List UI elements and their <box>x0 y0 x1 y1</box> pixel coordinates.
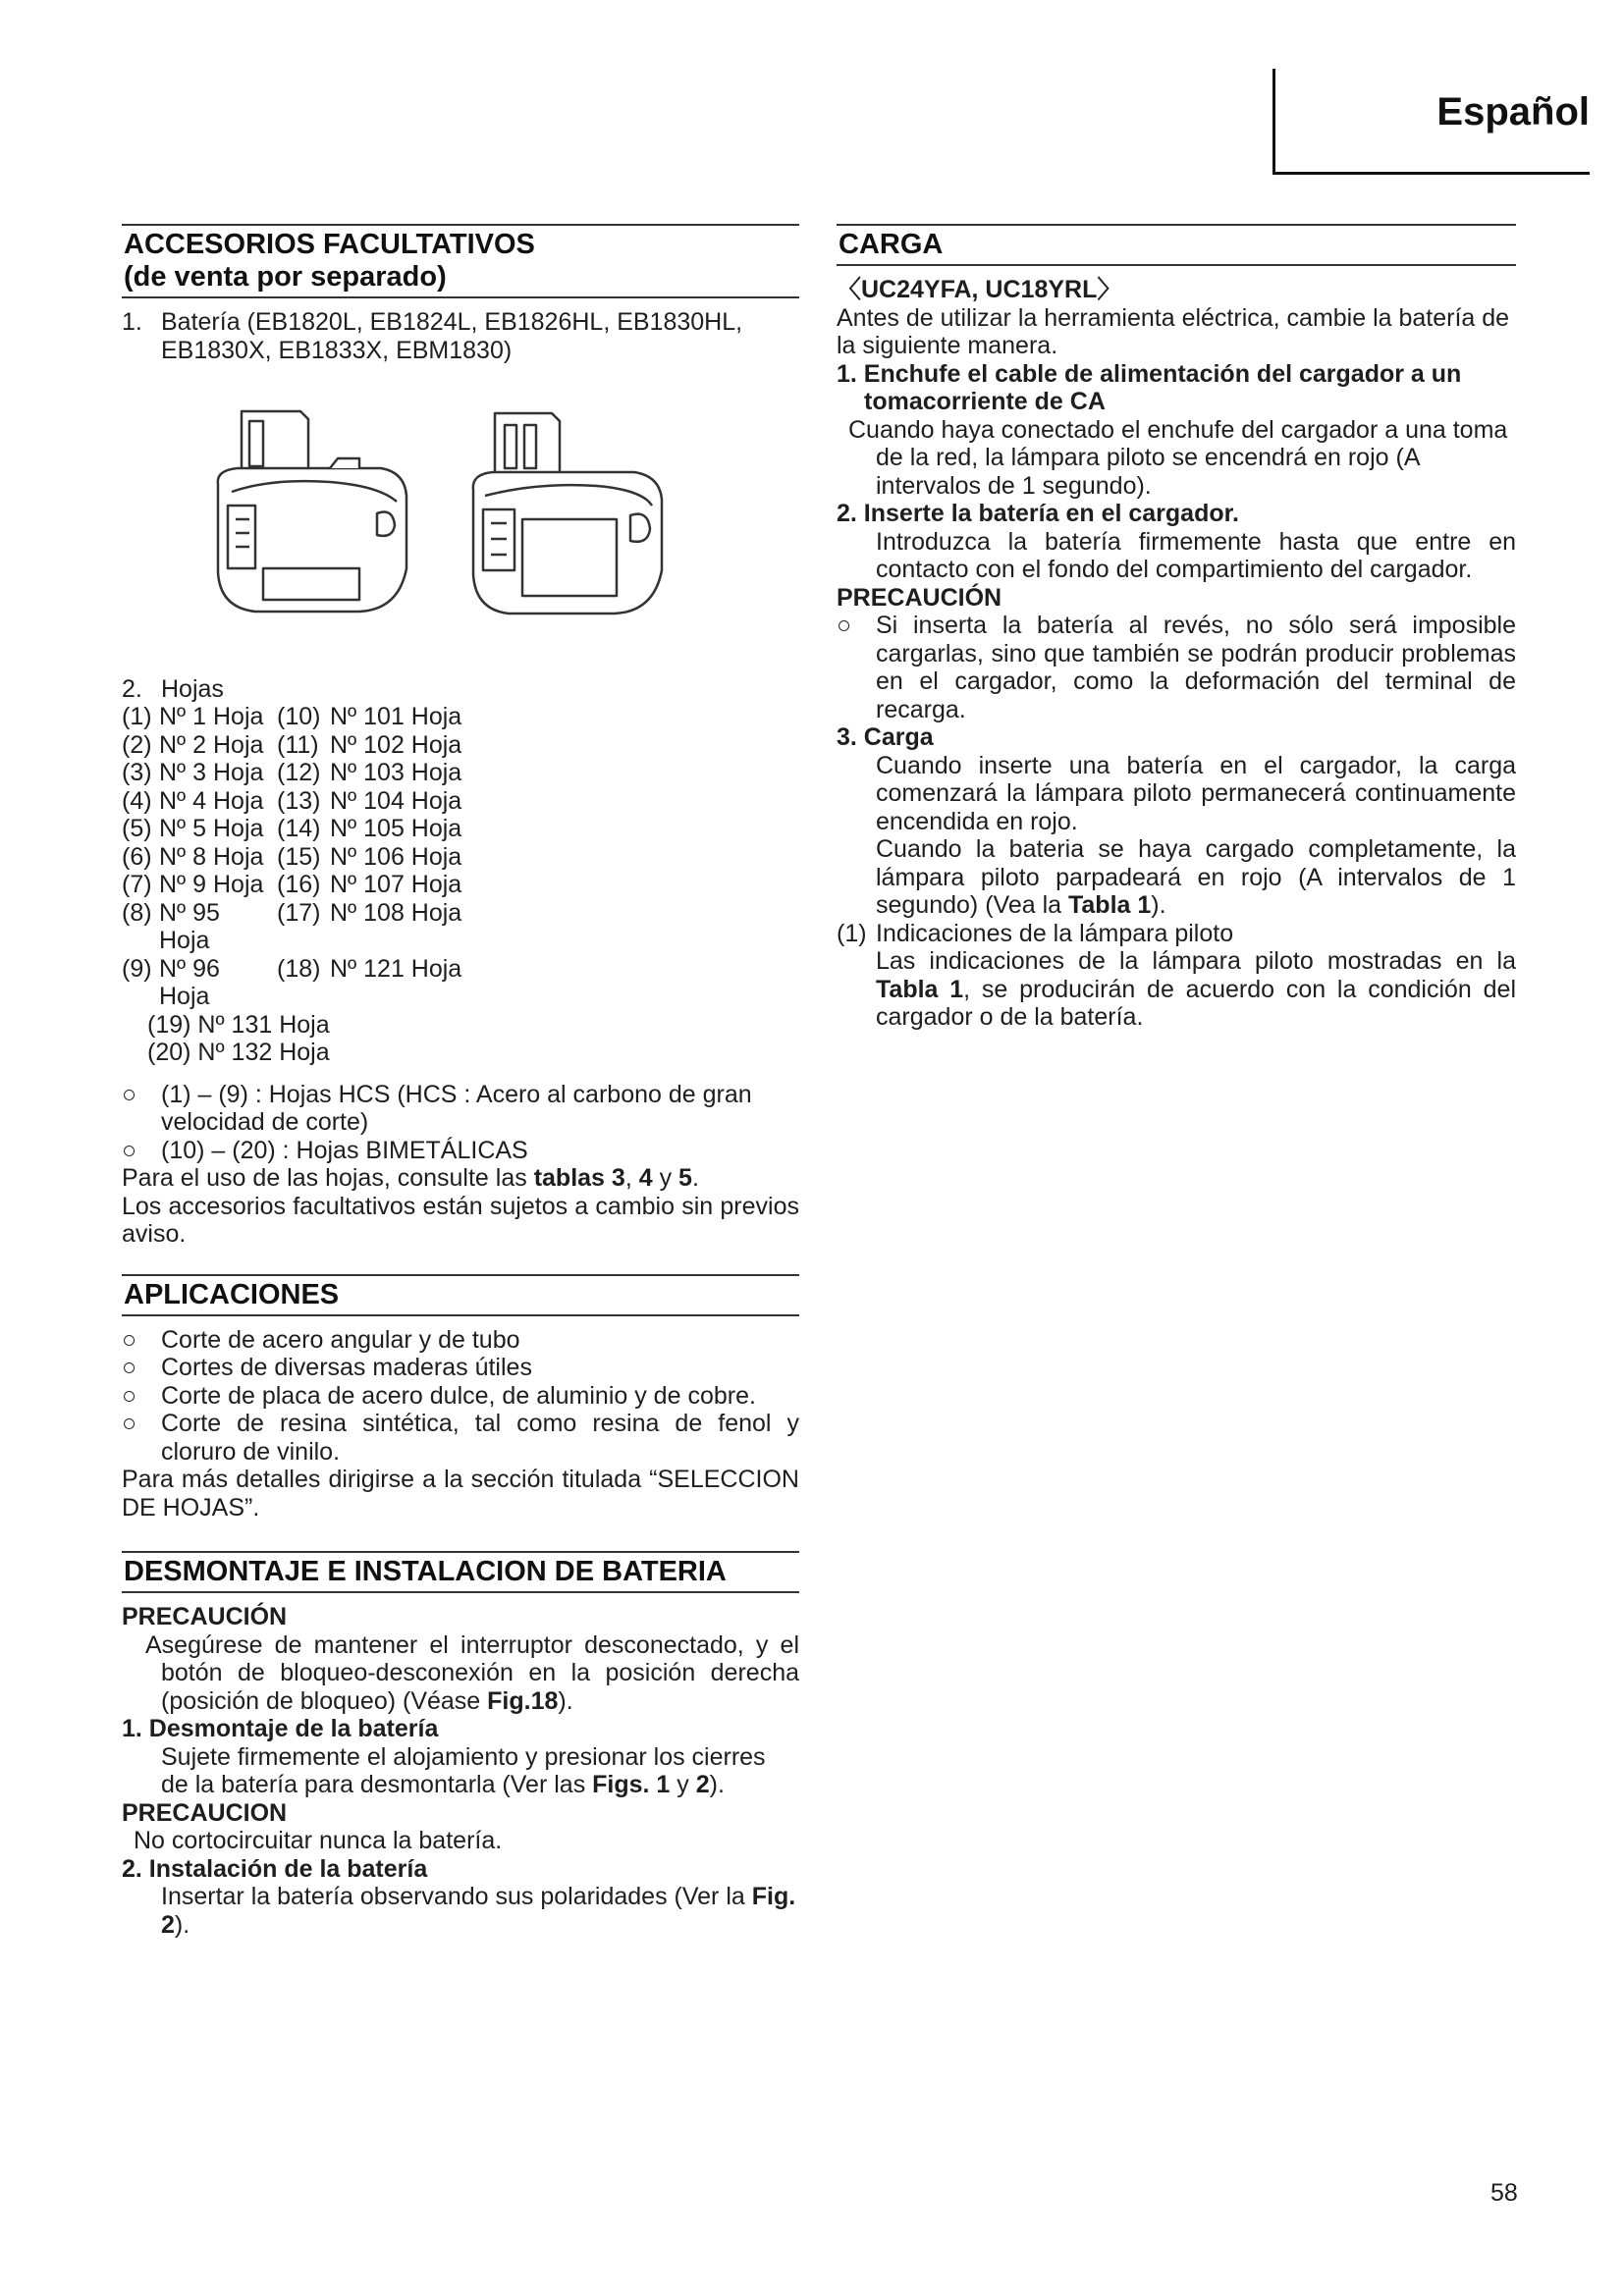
aplicacion-text: Corte de resina sintética, tal como resina de fenol y cloruro de vinilo. <box>161 1410 799 1466</box>
blade-row <box>122 787 799 816</box>
aviso-interruptor: Asegúrese de mantener el interruptor desconectado, y el botón de bloqueo-desconexión en la posición derecha (posición de bloqueo) (Véase Fig.18). <box>145 1630 799 1715</box>
bullet-icon: ○ <box>837 612 852 639</box>
blade-row <box>122 759 799 787</box>
carga-models: 〈UC24YFA, UC18YRL〉 <box>837 276 1122 303</box>
list-item <box>122 1382 799 1411</box>
blade-number: (10) <box>277 703 321 730</box>
bullet-icon: ○ <box>122 1136 137 1164</box>
carga-step3-text1: Cuando inserte una batería en el cargador, la carga comenzará la lámpara piloto permanecerá continuamente encendida en rojo. <box>876 751 1516 835</box>
blade-label: Nº 2 Hoja <box>159 730 264 759</box>
note-bim-text: (10) – (20) : Hojas BIMETÁLICAS <box>161 1136 528 1164</box>
blade-label: Nº 4 Hoja <box>159 786 264 815</box>
aplicaciones-detalles: Para más detalles dirigirse a la sección titulada “SELECCION DE HOJAS”. <box>122 1466 799 1522</box>
blade-number: (11) <box>277 730 319 759</box>
blade-label: Nº 95 Hoja <box>159 898 220 954</box>
blade-number: (8) <box>122 898 152 927</box>
blade-label: Nº 108 Hoja <box>330 898 462 927</box>
note-bimetalicas <box>122 1137 799 1165</box>
blade-row <box>122 843 799 872</box>
blade-label: Nº 107 Hoja <box>330 871 462 898</box>
carga-sub1-text: Las indicaciones de la lámpara piloto mostradas en la Tabla 1, se producirán de acuerdo con la condición del cargador o de la batería. <box>876 947 1516 1031</box>
carga-step2-title: 2. Inserte la batería en el cargador. <box>837 500 1239 527</box>
sub-title: Indicaciones de la lámpara piloto <box>876 919 1234 947</box>
aplicacion-text: Corte de placa de acero dulce, de aluminio y de cobre. <box>161 1381 756 1410</box>
blade-number: (7) <box>122 871 152 898</box>
carga-intro: Antes de utilizar la herramienta eléctrica, cambie la batería de la siguiente manera. <box>837 303 1510 359</box>
blade-number: (2) <box>122 730 152 759</box>
blade-item-19: (19) Nº 131 Hoja <box>147 1010 330 1039</box>
list-item <box>122 1354 799 1382</box>
item-number: 1. <box>122 308 142 336</box>
blade-number: (12) <box>277 759 321 786</box>
aplicacion-text: Cortes de diversas maderas útiles <box>161 1354 532 1381</box>
item-number: 2. <box>122 674 142 703</box>
blade-number: (13) <box>277 786 321 815</box>
aviso-cortocircuito: No cortocircuitar nunca la batería. <box>134 1827 503 1854</box>
list-item <box>122 1326 799 1355</box>
bullet-icon: ○ <box>122 1325 137 1354</box>
desmontaje-step1-title: 1. Desmontaje de la batería <box>122 1715 439 1742</box>
desmontaje-step2-title: 2. Instalación de la batería <box>122 1854 428 1883</box>
note-hcs-text: (1) – (9) : Hojas HCS (HCS : Acero al carbono de gran velocidad de corte) <box>161 1080 752 1136</box>
blade-label: Nº 106 Hoja <box>330 842 462 871</box>
blade-label: Nº 103 Hoja <box>330 759 462 786</box>
aplicaciones-title: APLICACIONES <box>124 1278 340 1310</box>
carga-precaucion-heading: PRECAUCIÓN <box>837 583 1002 612</box>
cambio-text: Los accesorios facultativos están sujetos a cambio sin previos aviso. <box>122 1192 799 1248</box>
desmontaje-step1-text: Sujete firmemente el alojamiento y presionar los cierres de la batería para desmontarla (Ver las Figs. 1 y 2). <box>161 1742 766 1798</box>
carga-step3-text2: Cuando la bateria se haya cargado completamente, la lámpara piloto parpadeará en rojo (A intervalos de 1 segundo) (Vea la Tabla 1). <box>876 835 1516 919</box>
left-column <box>122 224 799 1939</box>
blade-label: Nº 9 Hoja <box>159 871 264 898</box>
sub-number: (1) <box>837 919 867 947</box>
language-label: Español <box>1436 90 1590 133</box>
blade-number: (14) <box>277 815 321 842</box>
blade-label: Nº 96 Hoja <box>159 954 220 1010</box>
blade-number: (5) <box>122 815 152 842</box>
accesorio-item-1 <box>122 308 799 364</box>
blade-row <box>122 815 799 843</box>
bullet-icon: ○ <box>122 1080 137 1108</box>
desmontaje-title: DESMONTAJE E INSTALACION DE BATERIA <box>124 1556 727 1587</box>
blade-number: (18) <box>277 954 321 983</box>
blade-list <box>122 703 799 1011</box>
desmontaje-heading <box>122 1551 799 1593</box>
precaucion-heading-2: PRECAUCION <box>122 1798 288 1827</box>
blade-number: (9) <box>122 954 152 983</box>
blade-label: Nº 3 Hoja <box>159 759 264 786</box>
battery-left-icon <box>218 411 406 612</box>
page-number: 58 <box>1490 2179 1518 2207</box>
right-column <box>837 224 1516 1032</box>
item-text: Hojas <box>161 674 224 703</box>
blade-label: Nº 5 Hoja <box>159 815 264 842</box>
carga-heading <box>837 224 1516 266</box>
blade-number: (16) <box>277 871 321 898</box>
battery-right-icon <box>473 413 662 614</box>
carga-step3-title: 3. Carga <box>837 723 934 751</box>
carga-step1-title: 1. Enchufe el cable de alimentación del cargador a un tomacorriente de CA <box>837 359 1462 415</box>
battery-drawing <box>212 403 683 629</box>
carga-title: CARGA <box>839 229 944 260</box>
blade-label: Nº 8 Hoja <box>159 842 264 871</box>
blade-row <box>122 955 799 1011</box>
accesorios-heading <box>122 224 799 298</box>
bullet-icon: ○ <box>122 1381 137 1410</box>
battery-illustrations <box>212 403 799 636</box>
accesorios-title-line2: (de venta por separado) <box>124 261 447 293</box>
item-text: Batería (EB1820L, EB1824L, EB1826HL, EB1830HL, EB1830X, EB1833X, EBM1830) <box>161 308 743 364</box>
aplicaciones-list <box>122 1326 799 1467</box>
blade-number: (4) <box>122 786 152 815</box>
note-hcs <box>122 1081 799 1137</box>
bullet-icon: ○ <box>122 1410 137 1437</box>
aplicaciones-heading <box>122 1274 799 1316</box>
carga-precaucion-item <box>837 612 1516 723</box>
blade-label: Nº 121 Hoja <box>330 954 462 983</box>
carga-precaucion-text: Si inserta la batería al revés, no sólo será imposible cargarlas, sino que también se podrán producir problemas en el cargador, como la deformación del terminal de recarga. <box>876 612 1516 723</box>
blade-number: (6) <box>122 842 152 871</box>
accesorio-item-2 <box>122 675 799 704</box>
blade-label: Nº 102 Hoja <box>330 730 462 759</box>
blade-row <box>122 703 799 731</box>
aplicacion-text: Corte de acero angular y de tubo <box>161 1325 520 1354</box>
blade-row <box>122 899 799 955</box>
desmontaje-step2-text: Insertar la batería observando sus polaridades (Ver la Fig. 2). <box>161 1883 796 1939</box>
bullet-icon: ○ <box>122 1354 137 1381</box>
blade-number: (15) <box>277 842 321 871</box>
blade-number: (17) <box>277 898 321 927</box>
carga-step2-text: Introduzca la batería firmemente hasta que entre en contacto con el fondo del compartimiento del cargador. <box>876 527 1516 583</box>
blade-row <box>122 731 799 760</box>
blade-label: Nº 1 Hoja <box>159 703 264 730</box>
language-tab <box>1272 69 1590 175</box>
list-item <box>122 1410 799 1466</box>
precaucion-heading: PRECAUCIÓN <box>122 1603 288 1630</box>
carga-step1-text: Cuando haya conectado el enchufe del cargador a una toma de la red, la lámpara piloto se encendrá en rojo (A intervalos de 1 segundo). <box>848 415 1508 500</box>
accesorios-title-line1: ACCESORIOS FACULTATIVOS <box>124 229 535 260</box>
carga-sub1 <box>837 920 1516 948</box>
blade-label: Nº 101 Hoja <box>330 703 462 730</box>
blade-label: Nº 104 Hoja <box>330 786 462 815</box>
blade-item-20: (20) Nº 132 Hoja <box>147 1039 330 1066</box>
blade-number: (3) <box>122 759 152 786</box>
blade-row <box>122 871 799 899</box>
blade-number: (1) <box>122 703 152 730</box>
blade-label: Nº 105 Hoja <box>330 815 462 842</box>
uso-hojas-text: Para el uso de las hojas, consulte las tablas 3, 4 y 5. <box>122 1164 699 1192</box>
